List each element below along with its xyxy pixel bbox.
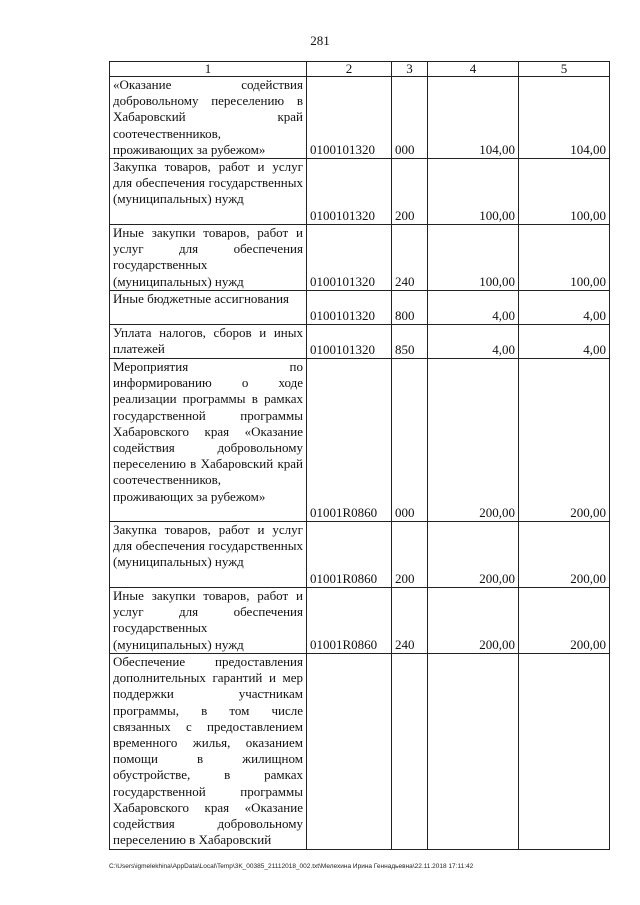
column-header: 5 [519,62,610,77]
row-expense-type: 200 [392,522,428,588]
row-code: 0100101320 [307,77,392,159]
table-row [110,359,610,522]
row-name: Обеспечение предоставления дополнительных гарантий и мер поддержки участникам программы, в том числе связанных с предоставлением временного жилья, оказанием помощи в жилищном обустройстве, в рамках государственной программы Хабаровского края «Оказание содействия добровольному переселению в Хабаровский [110,654,307,850]
column-header: 3 [392,62,428,77]
row-value-2: 4,00 [519,325,610,359]
row-name: Иные закупки товаров, работ и услуг для обеспечения государственных (муниципальных) нужд [110,225,307,291]
row-value-2: 200,00 [519,522,610,588]
row-value-2: 100,00 [519,159,610,225]
row-name: Закупка товаров, работ и услуг для обеспечения государственных (муниципальных) нужд [110,159,307,225]
row-code: 0100101320 [307,225,392,291]
column-header: 2 [307,62,392,77]
row-value-1: 4,00 [428,291,519,325]
row-expense-type [392,654,428,850]
row-value-2: 104,00 [519,77,610,159]
row-code: 0100101320 [307,291,392,325]
row-value-1: 200,00 [428,588,519,654]
file-path-footer: C:\Users\igmelekhina\AppData\Local\Temp\3K_00385_21112018_002.txt\Мелехина Ирина Геннадьевна\22.11.2018 17:11:42 [109,863,474,870]
budget-table [109,61,610,850]
row-name: Закупка товаров, работ и услуг для обеспечения государственных (муниципальных) нужд [110,522,307,588]
row-value-1: 4,00 [428,325,519,359]
table-row [110,522,610,588]
row-expense-type: 000 [392,77,428,159]
table-row [110,225,610,291]
row-name: «Оказание содействия добровольному переселению в Хабаровский край соотечественников, проживающих за рубежом» [110,77,307,159]
row-name: Уплата налогов, сборов и иных платежей [110,325,307,359]
row-expense-type: 240 [392,225,428,291]
table-header-row [110,62,610,77]
row-name: Иные закупки товаров, работ и услуг для обеспечения государственных (муниципальных) нужд [110,588,307,654]
row-name: Иные бюджетные ассигнования [110,291,307,325]
row-code: 01001R0860 [307,522,392,588]
row-expense-type: 800 [392,291,428,325]
row-value-2: 4,00 [519,291,610,325]
table-row [110,159,610,225]
row-code: 0100101320 [307,159,392,225]
table-row [110,325,610,359]
table-row [110,77,610,159]
row-code: 01001R0860 [307,359,392,522]
row-value-2: 200,00 [519,359,610,522]
row-value-1: 100,00 [428,159,519,225]
row-value-2: 100,00 [519,225,610,291]
row-name: Мероприятия по информированию о ходе реализации программы в рамках государственной программы Хабаровского края «Оказание содействия добровольному переселению в Хабаровский край соотечественников, проживающих за рубежом» [110,359,307,522]
row-expense-type: 000 [392,359,428,522]
row-value-2 [519,654,610,850]
table-row [110,291,610,325]
row-value-1: 200,00 [428,359,519,522]
row-value-1: 104,00 [428,77,519,159]
row-value-1: 200,00 [428,522,519,588]
row-value-1: 100,00 [428,225,519,291]
table-row [110,588,610,654]
page-number: 281 [310,33,330,48]
row-code: 0100101320 [307,325,392,359]
row-expense-type: 240 [392,588,428,654]
row-expense-type: 850 [392,325,428,359]
row-value-2: 200,00 [519,588,610,654]
table-row [110,654,610,850]
row-expense-type: 200 [392,159,428,225]
row-value-1 [428,654,519,850]
column-header: 4 [428,62,519,77]
row-code [307,654,392,850]
row-code: 01001R0860 [307,588,392,654]
column-header: 1 [110,62,307,77]
